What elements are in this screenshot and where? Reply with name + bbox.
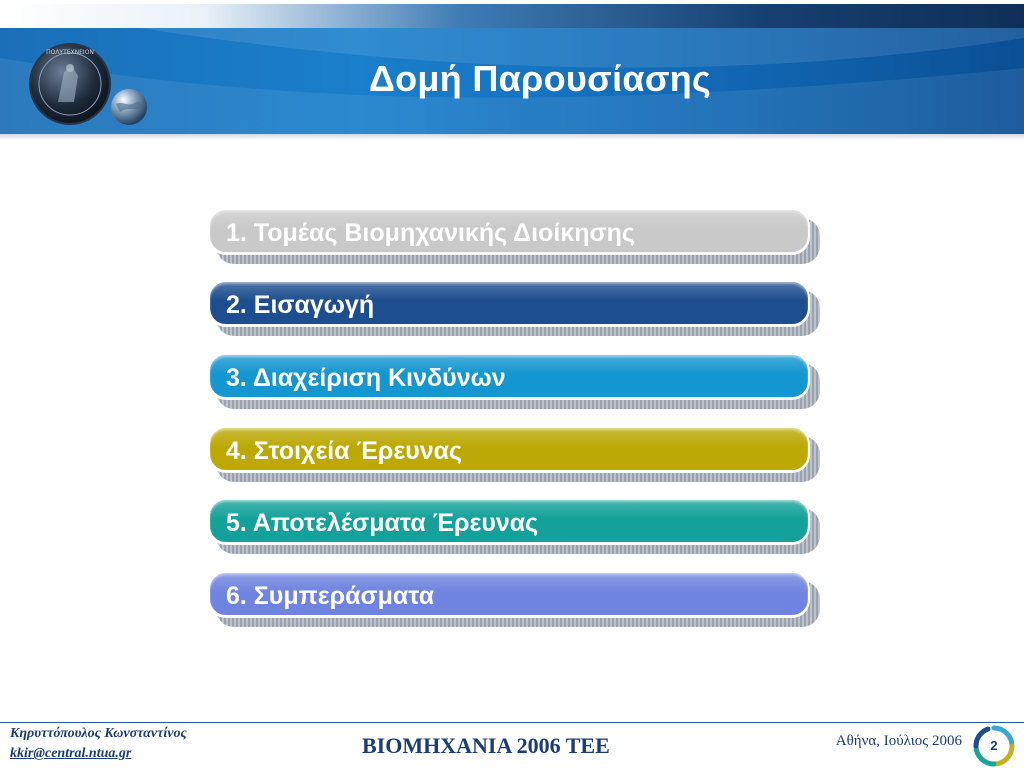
agenda-item-label: 1. Τομέας Βιομηχανικής Διοίκησης bbox=[226, 219, 635, 247]
page-title: Δομή Παρουσίασης bbox=[368, 58, 712, 99]
agenda-item-bar bbox=[208, 571, 810, 617]
agenda-item-label: 3. Διαχείριση Κινδύνων bbox=[226, 364, 506, 392]
globe-icon bbox=[108, 86, 150, 128]
agenda-item bbox=[208, 353, 822, 413]
agenda-item-bar bbox=[208, 498, 810, 544]
event-name: ΒΙΟΜΗΧΑΝΙΑ 2006 ΤΕΕ bbox=[362, 733, 610, 758]
agenda-item-bar bbox=[208, 208, 810, 254]
agenda-item-label: 4. Στοιχεία Έρευνας bbox=[226, 437, 463, 465]
place-date: Αθήνα, Ιούλιος 2006 bbox=[835, 733, 962, 749]
slide-header bbox=[0, 0, 1024, 140]
slide-number: 2 bbox=[990, 738, 998, 753]
svg-text:ΠΟΛΥΤΕΧΝΕΙΟΝ: ΠΟΛΥΤΕΧΝΕΙΟΝ bbox=[46, 49, 94, 56]
agenda-item bbox=[208, 498, 822, 558]
agenda-item-bar bbox=[208, 426, 810, 472]
agenda-item-bar bbox=[208, 280, 810, 326]
slide-number-badge bbox=[972, 724, 1016, 768]
agenda-item bbox=[208, 208, 822, 268]
footer-divider bbox=[0, 722, 1024, 723]
header-bottom-line bbox=[0, 134, 1024, 140]
author-name: Κηρυττόπουλος Κωνσταντίνος bbox=[10, 726, 187, 741]
agenda-item bbox=[208, 571, 822, 631]
agenda-item bbox=[208, 426, 822, 486]
header-top-band bbox=[0, 4, 1024, 28]
agenda-item-bar bbox=[208, 353, 810, 399]
university-seal-icon bbox=[28, 42, 112, 126]
agenda-item-label: 2. Εισαγωγή bbox=[226, 291, 375, 319]
agenda-item bbox=[208, 280, 822, 340]
agenda-item-label: 5. Αποτελέσματα Έρευνας bbox=[226, 509, 539, 537]
agenda-item-label: 6. Συμπεράσματα bbox=[226, 582, 435, 610]
author-email-link[interactable]: kkir@central.ntua.gr bbox=[10, 746, 132, 761]
